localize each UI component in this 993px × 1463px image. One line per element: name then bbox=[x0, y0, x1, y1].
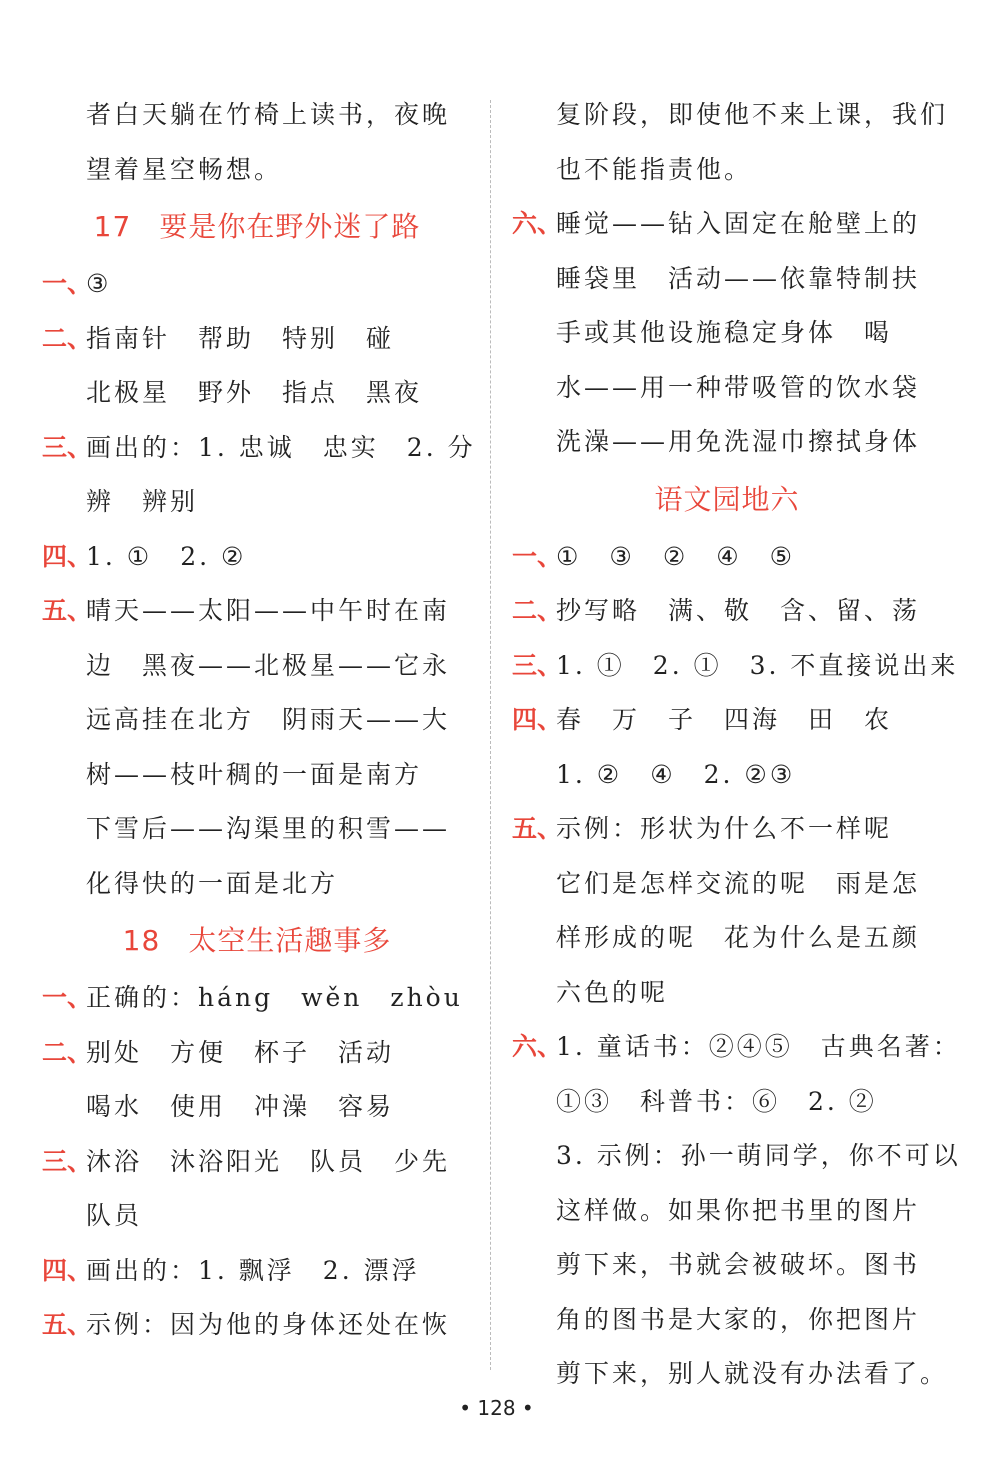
answer-line bbox=[42, 857, 472, 912]
answer-line bbox=[42, 366, 472, 421]
answer-line bbox=[512, 415, 942, 470]
answer-line bbox=[512, 361, 942, 416]
question-marker: 四、 bbox=[42, 541, 93, 571]
answer-text: 手或其他设施稳定身体 喝 bbox=[556, 318, 893, 347]
answer-text: 复阶段，即使他不来上课，我们 bbox=[556, 100, 949, 129]
answer-line bbox=[512, 1129, 961, 1184]
answer-line bbox=[512, 143, 942, 198]
answer-text: 1. ② ④ 2. ②③ bbox=[556, 759, 796, 789]
answer-text: 1. ① 2. ① 3. 不直接说出来 bbox=[556, 650, 959, 680]
answer-text: 正确的：háng wěn zhòu bbox=[86, 983, 463, 1012]
lesson-number: 17 bbox=[93, 210, 132, 243]
question-marker: 一、 bbox=[512, 541, 563, 571]
answer-text: 望着星空畅想。 bbox=[86, 154, 283, 184]
answer-line bbox=[512, 1184, 942, 1239]
question-marker: 二、 bbox=[42, 323, 93, 353]
answer-text: 1. 童话书：②④⑤ 古典名著： bbox=[556, 1032, 961, 1061]
answer-text: 别处 方便 杯子 活动 bbox=[86, 1037, 395, 1067]
answer-line bbox=[42, 1026, 472, 1081]
answer-line bbox=[42, 971, 472, 1026]
answer-line bbox=[42, 1080, 472, 1135]
answer-text: 喝水 使用 冲澡 容易 bbox=[86, 1092, 395, 1121]
answer-line bbox=[512, 1238, 942, 1293]
answer-text: 北极星 野外 指点 黑夜 bbox=[86, 378, 423, 407]
question-marker: 一、 bbox=[42, 983, 93, 1012]
answer-line bbox=[512, 1075, 942, 1130]
question-marker: 二、 bbox=[512, 596, 563, 625]
answer-text: 也不能指责他。 bbox=[556, 154, 753, 184]
answer-text: 晴天——太阳——中午时在南 bbox=[86, 596, 451, 625]
answer-text: ①③ 科普书：⑥ 2. ② bbox=[556, 1086, 877, 1116]
question-marker: 五、 bbox=[42, 596, 93, 625]
answer-line bbox=[42, 802, 472, 857]
answer-text: 示例：因为他的身体还处在恢 bbox=[86, 1310, 451, 1339]
answer-line bbox=[512, 966, 942, 1021]
answer-line bbox=[42, 475, 472, 530]
answer-line bbox=[512, 802, 942, 857]
answer-line bbox=[512, 693, 942, 748]
question-marker: 三、 bbox=[42, 432, 93, 462]
answer-text: 这样做。如果你把书里的图片 bbox=[556, 1195, 921, 1225]
answer-line bbox=[512, 748, 942, 803]
answer-text: ① ③ ② ④ ⑤ bbox=[556, 541, 796, 571]
answer-line bbox=[42, 639, 472, 694]
answer-line bbox=[42, 143, 472, 198]
page-number: • 128 • bbox=[459, 1396, 534, 1420]
section-heading bbox=[42, 911, 472, 971]
answer-text: 者白天躺在竹椅上读书，夜晚 bbox=[86, 100, 451, 129]
lesson-title: 要是你在野外迷了路 bbox=[159, 210, 421, 243]
answer-line bbox=[42, 88, 472, 143]
answer-line bbox=[512, 857, 942, 912]
answer-line bbox=[512, 584, 942, 639]
right-column bbox=[512, 88, 961, 1402]
answer-text: 角的图书是大家的，你把图片 bbox=[556, 1304, 921, 1334]
answer-line bbox=[42, 530, 472, 585]
lesson-title: 语文园地六 bbox=[654, 482, 800, 516]
answer-text: 画出的：1. 飘浮 2. 漂浮 bbox=[86, 1255, 420, 1285]
answer-text: 睡觉——钻入固定在舱壁上的 bbox=[556, 209, 921, 238]
answer-text: 抄写略 满、敬 含、留、荡 bbox=[556, 596, 921, 625]
answer-line bbox=[512, 306, 942, 361]
left-column bbox=[42, 88, 476, 1353]
answer-line bbox=[42, 748, 472, 803]
answer-line bbox=[512, 1020, 961, 1075]
answer-text: 3. 示例：孙一萌同学，你不可以 bbox=[556, 1141, 961, 1170]
question-marker: 五、 bbox=[512, 814, 563, 843]
answer-line bbox=[512, 252, 942, 307]
answer-line bbox=[512, 639, 959, 694]
answer-line bbox=[42, 693, 472, 748]
answer-line bbox=[512, 1347, 949, 1402]
answer-line bbox=[512, 88, 949, 143]
answer-line bbox=[42, 257, 472, 312]
answer-text: 样形成的呢 花为什么是五颜 bbox=[556, 923, 921, 952]
question-marker: 三、 bbox=[512, 650, 563, 680]
answer-text: 辨 辨别 bbox=[86, 487, 199, 516]
answer-line bbox=[42, 312, 472, 367]
answer-line bbox=[512, 530, 942, 585]
answer-text: 画出的：1. 忠诚 忠实 2. 分 bbox=[86, 432, 476, 462]
answer-text: 远高挂在北方 阴雨天——大 bbox=[86, 705, 451, 734]
answer-text: 六色的呢 bbox=[556, 977, 669, 1007]
answer-text: 示例：形状为什么不一样呢 bbox=[556, 814, 893, 843]
answer-text: 剪下来，别人就没有办法看了。 bbox=[556, 1359, 949, 1388]
answer-text: 1. ① 2. ② bbox=[86, 541, 247, 571]
answer-text: 化得快的一面是北方 bbox=[86, 868, 339, 898]
lesson-number: 18 bbox=[122, 924, 161, 957]
answer-line bbox=[512, 911, 942, 966]
answer-text: 指南针 帮助 特别 碰 bbox=[86, 323, 395, 353]
answer-text: 春 万 子 四海 田 农 bbox=[556, 705, 893, 734]
lesson-title: 太空生活趣事多 bbox=[188, 924, 392, 957]
answer-text: 树——枝叶稠的一面是南方 bbox=[86, 759, 423, 789]
question-marker: 四、 bbox=[512, 705, 563, 734]
answer-text: 它们是怎样交流的呢 雨是怎 bbox=[556, 868, 921, 898]
question-marker: 三、 bbox=[42, 1146, 93, 1176]
answer-line bbox=[42, 584, 472, 639]
question-marker: 四、 bbox=[42, 1255, 93, 1285]
answer-line bbox=[512, 197, 942, 252]
question-marker: 一、 bbox=[42, 269, 93, 298]
answer-text: 睡袋里 活动——依靠特制扶 bbox=[556, 263, 921, 293]
question-marker: 五、 bbox=[42, 1310, 93, 1339]
answer-text: 沐浴 沐浴阳光 队员 少先 bbox=[86, 1146, 451, 1176]
question-marker: 六、 bbox=[512, 1032, 563, 1061]
answer-line bbox=[42, 1244, 472, 1299]
answer-text: ③ bbox=[86, 269, 112, 298]
answer-line bbox=[42, 421, 476, 476]
answer-text: 水——用一种带吸管的饮水袋 bbox=[556, 372, 921, 402]
answer-line bbox=[512, 1293, 942, 1348]
answer-line bbox=[42, 1189, 472, 1244]
column-divider bbox=[490, 100, 491, 1370]
answer-text: 边 黑夜——北极星——它永 bbox=[86, 650, 451, 680]
answer-text: 洗澡——用免洗湿巾擦拭身体 bbox=[556, 427, 921, 456]
answer-line bbox=[42, 1135, 472, 1190]
answer-line bbox=[42, 1298, 472, 1353]
section-heading bbox=[42, 197, 472, 257]
question-marker: 六、 bbox=[512, 209, 563, 238]
answer-text: 剪下来，书就会被破坏。图书 bbox=[556, 1250, 921, 1279]
answer-text: 下雪后——沟渠里的积雪—— bbox=[86, 814, 451, 843]
question-marker: 二、 bbox=[42, 1037, 93, 1067]
section-heading bbox=[512, 470, 942, 530]
answer-text: 队员 bbox=[86, 1201, 143, 1230]
